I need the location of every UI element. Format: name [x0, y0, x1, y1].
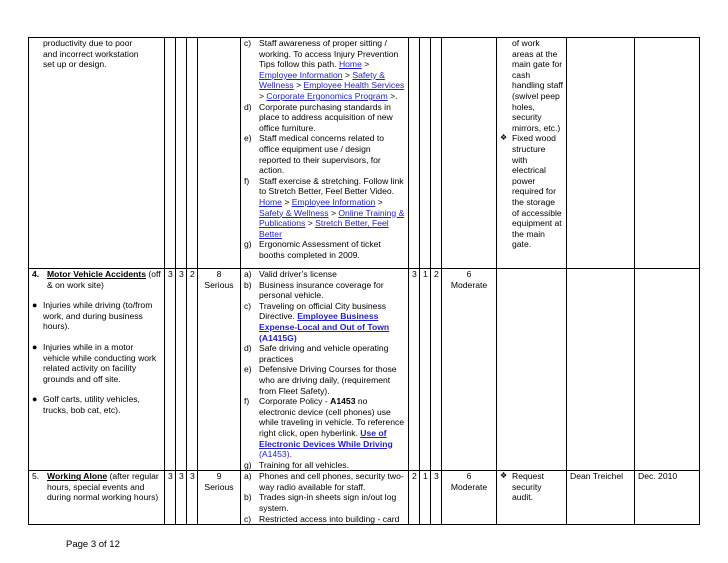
controls-cell — [241, 38, 409, 269]
hazard-title: Motor Vehicle Accidents — [47, 269, 147, 279]
control-marker: c) — [244, 38, 252, 48]
hyperlink[interactable]: Employee Health Services — [303, 80, 405, 91]
control-marker: b) — [244, 492, 252, 503]
risk-rating: 8 Serious — [198, 269, 241, 471]
control-marker: g) — [244, 239, 252, 250]
responsible-person: Dean Treichel — [567, 471, 635, 525]
recommendation-text: of work areas at the main gate for cash handling staff (swivel peep holes, security mirrors, etc.) — [512, 38, 563, 133]
hyperlink[interactable]: Corporate Ergonomics Program — [266, 90, 388, 101]
controls-cell — [241, 269, 409, 471]
control-marker: b) — [244, 279, 252, 290]
risk-rating: 9 Serious — [198, 471, 241, 525]
hyperlink[interactable]: Home — [259, 196, 282, 207]
hyperlink[interactable]: Online Training & Publications — [259, 207, 405, 229]
hyperlink[interactable]: Safety & Wellness — [259, 207, 329, 218]
control-marker: e) — [244, 364, 252, 375]
hyperlink[interactable]: Stretch Better, Feel Better — [259, 218, 389, 239]
control-marker: d) — [244, 343, 252, 354]
hyperlink[interactable]: Safety & Wellness — [259, 69, 385, 91]
hyperlink[interactable]: Use of Electronic Devices While Driving — [259, 427, 393, 449]
hazard-cell — [29, 38, 165, 269]
control-marker: d) — [244, 101, 252, 112]
residual-probability-score: 2 — [431, 269, 442, 471]
controls-cell — [241, 471, 409, 525]
control-marker: g) — [244, 459, 252, 470]
residual-frequency-score: 1 — [420, 471, 431, 525]
control-item: a) Phones and cell phones, security two-way radio available for staff. — [244, 471, 404, 492]
row-number: 5. — [32, 471, 40, 482]
control-item: e) Defensive Driving Courses for those who are driving daily, (requirement from Fleet Safety). — [244, 364, 397, 396]
residual-severity-score: 3 — [409, 269, 420, 471]
control-marker: e) — [244, 133, 252, 144]
hyperlink[interactable]: Employee Information — [259, 69, 343, 80]
hazard-cell — [29, 471, 165, 525]
risk-assessment-table — [28, 37, 700, 525]
due-date: Dec. 2010 — [635, 471, 700, 525]
control-item: g) Ergonomic Assessment of ticket booths completed in 2009. — [244, 239, 381, 260]
control-item: a) Valid driver’s license — [244, 269, 337, 279]
control-marker: c) — [244, 513, 252, 524]
control-item: d) Corporate purchasing standards in place to address acquisition of new office furniture. — [244, 101, 393, 133]
probability-score: 3 — [187, 471, 198, 525]
control-marker: a) — [244, 471, 252, 482]
hyperlink[interactable]: Employee Business Expense-Local and Out of Town — [259, 311, 390, 332]
frequency-score: 3 — [176, 471, 187, 525]
residual-probability-score: 3 — [431, 471, 442, 525]
control-item: d) Safe driving and vehicle operating practices — [244, 343, 389, 364]
control-item: c) Restricted access into building - card — [244, 513, 400, 524]
hazard-title: Working Alone — [47, 471, 108, 482]
hazard-text: productivity due to poor — [43, 38, 133, 48]
control-item: b) Business insurance coverage for personal vehicle. — [244, 279, 384, 301]
page-footer: Page 3 of 12 — [66, 539, 120, 550]
hyperlink[interactable]: Home — [338, 59, 362, 70]
probability-score: 2 — [187, 269, 198, 471]
hyperlink[interactable]: Employee Information — [291, 196, 376, 207]
hazard-text: and incorrect workstation — [43, 48, 139, 59]
control-marker: a) — [244, 269, 252, 279]
hazard-bullet: ● Injuries while driving (to/from work, and during business hours). — [32, 300, 153, 332]
recommendation-text: Fixed wood structure with electrical power required for the storage of accessible equipment at the main gate. — [512, 133, 562, 250]
severity-score: 3 — [165, 269, 176, 471]
residual-frequency-score: 1 — [420, 269, 431, 471]
residual-rating: 6 Moderate — [442, 269, 497, 471]
control-item: f) Staff exercise & stretching. Follow link to Stretch Better, Feel Better Video. Home > Employee Information > Safety & Wellness > Online Training & Publications > Stretch Better, Feel Better — [244, 175, 405, 239]
diamond-bullet-icon — [500, 38, 512, 133]
control-item: e) Staff medical concerns related to office equipment use / design reported to their supervisors, for action. — [244, 133, 384, 176]
recommendation-item — [500, 38, 563, 133]
diamond-bullet-icon: ❖ — [500, 133, 508, 143]
hazard-bullet: ● Injuries while in a motor vehicle while conducting work related activity on facility grounds and off site. — [32, 341, 157, 384]
hazard-text: set up or design. — [43, 59, 107, 70]
frequency-score: 3 — [176, 269, 187, 471]
control-marker: f) — [244, 396, 250, 407]
control-item: g) Training for all vehicles. — [244, 459, 349, 470]
hazard-subtitle: (off & on work site) — [47, 269, 161, 290]
residual-severity-score: 2 — [409, 471, 420, 525]
control-item: f) Corporate Policy - A1453 no electronic device (cell phones) use while traveling in vehicle. To reference right click, open hyberlink. Use of Electronic Devices While Driving (A1453). — [244, 396, 405, 460]
hazard-bullet: ● Golf carts, utility vehicles, trucks, bob cat, etc). — [32, 394, 140, 415]
severity-score: 3 — [165, 471, 176, 525]
control-item: c) Staff awareness of proper sitting / working. To access Injury Prevention Tips follow this path. Home > Employee Information > Safety & Wellness > Employee Health Services > Corporate Ergonomics Program >. — [244, 38, 405, 101]
hazard-cell — [29, 269, 165, 471]
control-marker: c) — [244, 300, 252, 311]
residual-rating: 6 Moderate — [442, 471, 497, 525]
diamond-bullet-icon: ❖ — [500, 471, 508, 481]
recommendations-cell — [497, 38, 567, 269]
recommendations-cell — [497, 471, 567, 525]
table-row — [29, 38, 700, 269]
control-item: b) Trades sign-in sheets sign in/out log system. — [244, 492, 397, 514]
table-row — [29, 269, 700, 471]
control-marker: f) — [244, 175, 250, 186]
recommendation-item — [500, 133, 563, 250]
control-item: c) Traveling on official City business Directive. Employee Business Expense-Local and Out of Town (A1415G) — [244, 300, 390, 343]
hazard-subtitle: (after regular hours, special events and during normal working hours) — [47, 471, 159, 503]
recommendation-text: Request security audit. — [512, 471, 545, 503]
table-row — [29, 471, 700, 525]
row-number: 4. — [32, 269, 40, 279]
